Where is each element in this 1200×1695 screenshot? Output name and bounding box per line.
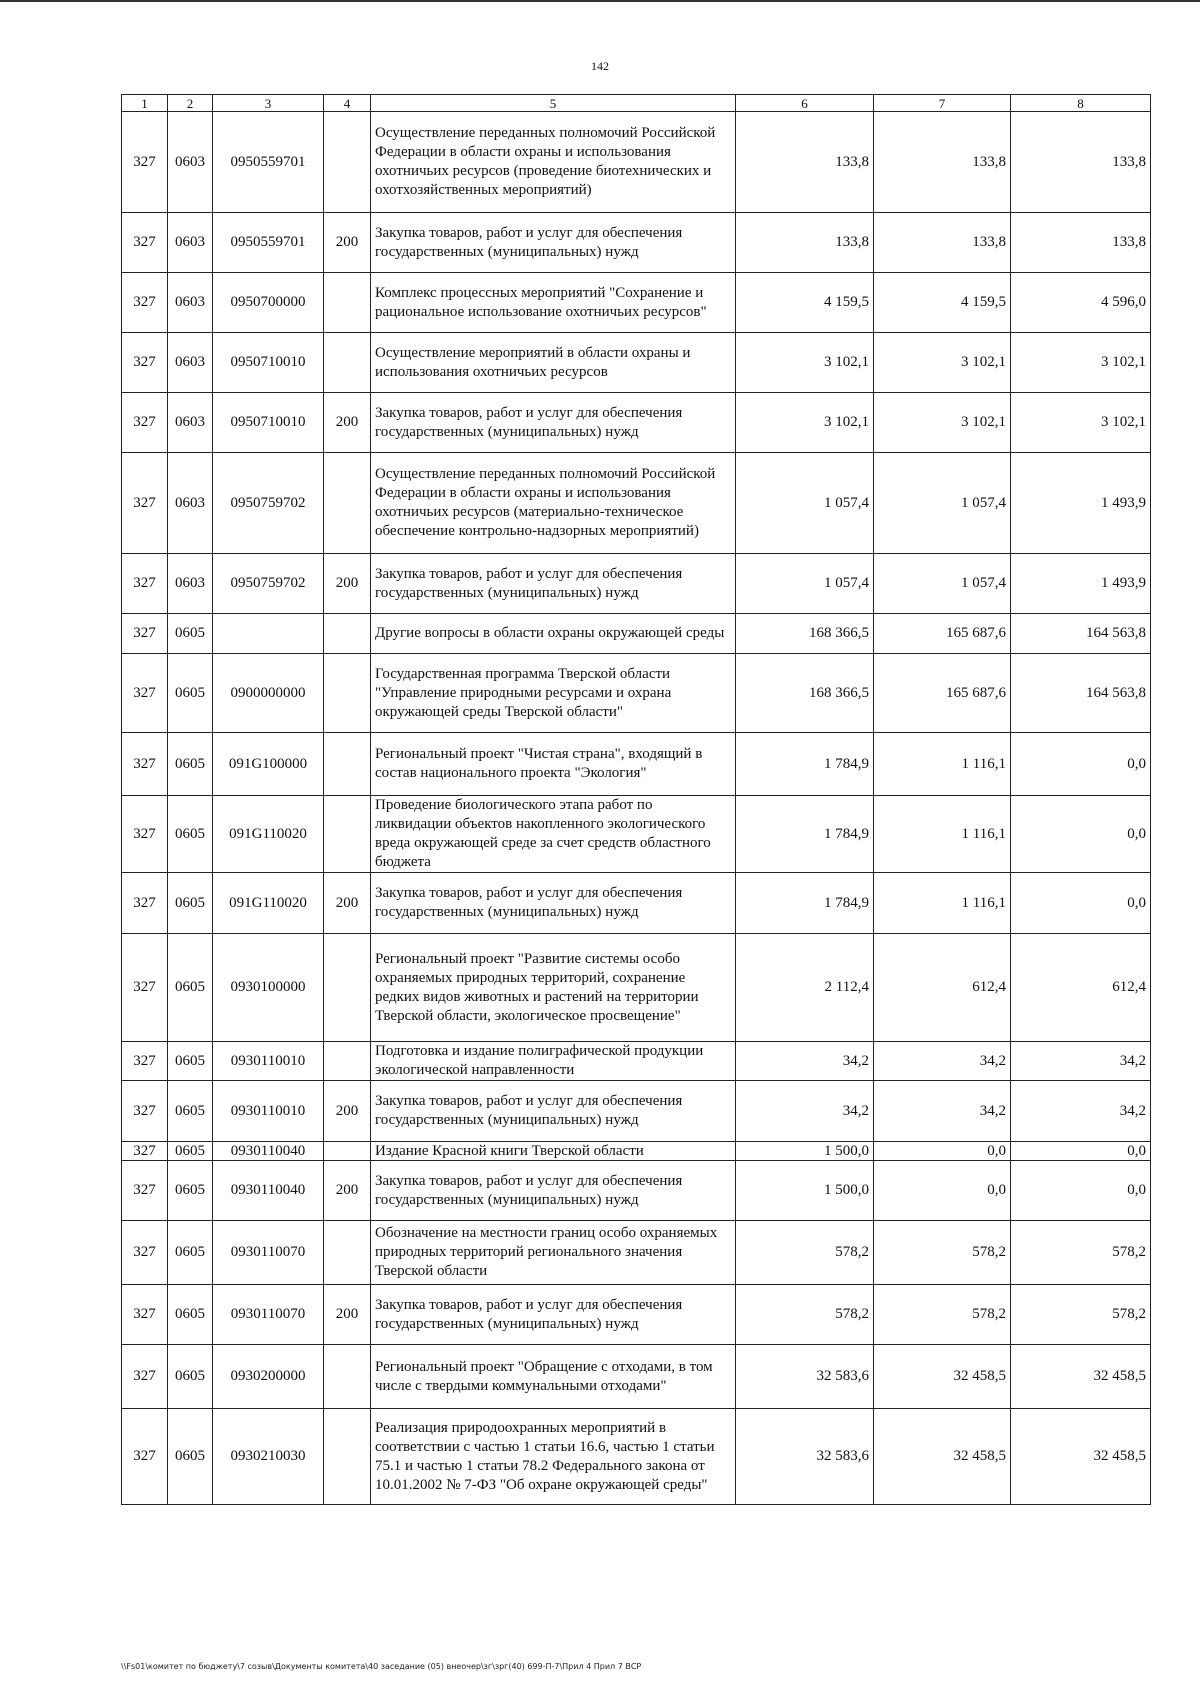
expense-type-cell (324, 1409, 371, 1505)
description-cell: Издание Красной книги Тверской области (371, 1142, 736, 1161)
admin-code-cell: 327 (122, 453, 168, 554)
table-row (122, 1345, 1151, 1409)
admin-code-cell: 327 (122, 112, 168, 213)
amount-year1-cell: 1 784,9 (736, 733, 874, 796)
target-code-cell: 0930100000 (213, 934, 324, 1042)
admin-code-cell: 327 (122, 614, 168, 654)
table-row (122, 453, 1151, 554)
target-code-cell: 0900000000 (213, 654, 324, 733)
table-row (122, 934, 1151, 1042)
target-code-cell: 0950710010 (213, 393, 324, 453)
amount-year2-cell: 165 687,6 (874, 614, 1011, 654)
description-cell: Закупка товаров, работ и услуг для обеспечения государственных (муниципальных) нужд (371, 1081, 736, 1142)
table-row (122, 393, 1151, 453)
expense-type-cell (324, 1345, 371, 1409)
section-code-cell: 0603 (168, 112, 213, 213)
amount-year3-cell: 4 596,0 (1011, 273, 1151, 333)
description-cell: Региональный проект "Развитие системы особо охраняемых природных территорий, сохранение редких видов животных и растений на территории Тверской области, экологическое просвещение" (371, 934, 736, 1042)
section-code-cell: 0605 (168, 1042, 213, 1081)
amount-year1-cell: 133,8 (736, 213, 874, 273)
target-code-cell: 0930210030 (213, 1409, 324, 1505)
page-top-border (0, 0, 1200, 2)
admin-code-cell: 327 (122, 733, 168, 796)
table-row (122, 796, 1151, 873)
amount-year3-cell: 34,2 (1011, 1042, 1151, 1081)
description-cell: Другие вопросы в области охраны окружающей среды (371, 614, 736, 654)
amount-year2-cell: 133,8 (874, 112, 1011, 213)
table-row (122, 733, 1151, 796)
amount-year1-cell: 1 500,0 (736, 1161, 874, 1221)
amount-year2-cell: 578,2 (874, 1285, 1011, 1345)
amount-year1-cell: 3 102,1 (736, 333, 874, 393)
target-code-cell: 0930110010 (213, 1081, 324, 1142)
expense-type-cell: 200 (324, 393, 371, 453)
admin-code-cell: 327 (122, 934, 168, 1042)
description-cell: Закупка товаров, работ и услуг для обеспечения государственных (муниципальных) нужд (371, 1161, 736, 1221)
section-code-cell: 0603 (168, 273, 213, 333)
section-code-cell: 0603 (168, 333, 213, 393)
amount-year2-cell: 34,2 (874, 1081, 1011, 1142)
admin-code-cell: 327 (122, 1142, 168, 1161)
admin-code-cell: 327 (122, 333, 168, 393)
expense-type-cell (324, 614, 371, 654)
amount-year1-cell: 1 784,9 (736, 796, 874, 873)
admin-code-cell: 327 (122, 554, 168, 614)
table-row (122, 873, 1151, 934)
description-cell: Подготовка и издание полиграфической продукции экологической направленности (371, 1042, 736, 1081)
amount-year2-cell: 3 102,1 (874, 393, 1011, 453)
description-cell: Проведение биологического этапа работ по ликвидации объектов накопленного экологического вреда окружающей среде за счет средств областного бюджета (371, 796, 736, 873)
section-code-cell: 0605 (168, 614, 213, 654)
amount-year1-cell: 1 500,0 (736, 1142, 874, 1161)
expense-type-cell: 200 (324, 1285, 371, 1345)
admin-code-cell: 327 (122, 213, 168, 273)
column-header: 7 (874, 95, 1011, 112)
table-row (122, 1081, 1151, 1142)
table-body (122, 112, 1151, 1505)
target-code-cell: 091G110020 (213, 796, 324, 873)
description-cell: Закупка товаров, работ и услуг для обеспечения государственных (муниципальных) нужд (371, 213, 736, 273)
section-code-cell: 0605 (168, 1221, 213, 1285)
table-header-row (122, 95, 1151, 112)
expense-type-cell: 200 (324, 213, 371, 273)
description-cell: Закупка товаров, работ и услуг для обеспечения государственных (муниципальных) нужд (371, 393, 736, 453)
column-header: 4 (324, 95, 371, 112)
description-cell: Закупка товаров, работ и услуг для обеспечения государственных (муниципальных) нужд (371, 554, 736, 614)
amount-year3-cell: 0,0 (1011, 873, 1151, 934)
expense-type-cell (324, 1042, 371, 1081)
target-code-cell: 0930110070 (213, 1221, 324, 1285)
section-code-cell: 0603 (168, 554, 213, 614)
table-row (122, 1285, 1151, 1345)
expense-type-cell (324, 273, 371, 333)
table-row (122, 1142, 1151, 1161)
admin-code-cell: 327 (122, 393, 168, 453)
amount-year3-cell: 164 563,8 (1011, 614, 1151, 654)
amount-year1-cell: 1 057,4 (736, 554, 874, 614)
amount-year1-cell: 1 057,4 (736, 453, 874, 554)
section-code-cell: 0605 (168, 1409, 213, 1505)
target-code-cell: 0930110010 (213, 1042, 324, 1081)
amount-year1-cell: 34,2 (736, 1042, 874, 1081)
description-cell: Комплекс процессных мероприятий "Сохранение и рациональное использование охотничьих ресурсов" (371, 273, 736, 333)
table-row (122, 554, 1151, 614)
description-cell: Осуществление переданных полномочий Российской Федерации в области охраны и использования охотничьих ресурсов (материально-техническое обеспечение контрольно-надзорных мероприятий) (371, 453, 736, 554)
amount-year3-cell: 578,2 (1011, 1285, 1151, 1345)
target-code-cell: 0950759702 (213, 554, 324, 614)
target-code-cell: 0950710010 (213, 333, 324, 393)
amount-year3-cell: 0,0 (1011, 1161, 1151, 1221)
amount-year3-cell: 3 102,1 (1011, 393, 1151, 453)
description-cell: Региональный проект "Чистая страна", входящий в состав национального проекта "Экология" (371, 733, 736, 796)
amount-year2-cell: 32 458,5 (874, 1409, 1011, 1505)
description-cell: Закупка товаров, работ и услуг для обеспечения государственных (муниципальных) нужд (371, 1285, 736, 1345)
amount-year2-cell: 1 057,4 (874, 554, 1011, 614)
section-code-cell: 0603 (168, 453, 213, 554)
expense-type-cell (324, 333, 371, 393)
section-code-cell: 0605 (168, 1081, 213, 1142)
amount-year3-cell: 164 563,8 (1011, 654, 1151, 733)
amount-year1-cell: 133,8 (736, 112, 874, 213)
budget-table (121, 94, 1151, 1505)
column-header: 8 (1011, 95, 1151, 112)
section-code-cell: 0605 (168, 873, 213, 934)
column-header: 2 (168, 95, 213, 112)
description-cell: Государственная программа Тверской области "Управление природными ресурсами и охрана окружающей среды Тверской области" (371, 654, 736, 733)
table-row (122, 273, 1151, 333)
table-row (122, 1042, 1151, 1081)
amount-year3-cell: 34,2 (1011, 1081, 1151, 1142)
description-cell: Региональный проект "Обращение с отходами, в том числе с твердыми коммунальными отходами" (371, 1345, 736, 1409)
admin-code-cell: 327 (122, 1409, 168, 1505)
amount-year3-cell: 1 493,9 (1011, 554, 1151, 614)
admin-code-cell: 327 (122, 1285, 168, 1345)
expense-type-cell (324, 733, 371, 796)
amount-year1-cell: 34,2 (736, 1081, 874, 1142)
amount-year3-cell: 578,2 (1011, 1221, 1151, 1285)
admin-code-cell: 327 (122, 1161, 168, 1221)
section-code-cell: 0605 (168, 796, 213, 873)
section-code-cell: 0605 (168, 934, 213, 1042)
description-cell: Осуществление переданных полномочий Российской Федерации в области охраны и использования охотничьих ресурсов (проведение биотехнических и охотхозяйственных мероприятий) (371, 112, 736, 213)
amount-year2-cell: 133,8 (874, 213, 1011, 273)
amount-year2-cell: 1 116,1 (874, 796, 1011, 873)
amount-year2-cell: 1 116,1 (874, 873, 1011, 934)
amount-year3-cell: 0,0 (1011, 796, 1151, 873)
section-code-cell: 0603 (168, 393, 213, 453)
table-row (122, 112, 1151, 213)
amount-year1-cell: 168 366,5 (736, 614, 874, 654)
admin-code-cell: 327 (122, 273, 168, 333)
amount-year2-cell: 0,0 (874, 1161, 1011, 1221)
target-code-cell: 0930110040 (213, 1161, 324, 1221)
section-code-cell: 0605 (168, 1285, 213, 1345)
admin-code-cell: 327 (122, 1221, 168, 1285)
amount-year3-cell: 1 493,9 (1011, 453, 1151, 554)
description-cell: Обозначение на местности границ особо охраняемых природных территорий регионального значения Тверской области (371, 1221, 736, 1285)
amount-year1-cell: 168 366,5 (736, 654, 874, 733)
amount-year3-cell: 32 458,5 (1011, 1409, 1151, 1505)
target-code-cell: 0950759702 (213, 453, 324, 554)
amount-year2-cell: 578,2 (874, 1221, 1011, 1285)
target-code-cell: 0930200000 (213, 1345, 324, 1409)
target-code-cell: 0950559701 (213, 112, 324, 213)
amount-year1-cell: 2 112,4 (736, 934, 874, 1042)
amount-year2-cell: 612,4 (874, 934, 1011, 1042)
amount-year2-cell: 32 458,5 (874, 1345, 1011, 1409)
amount-year3-cell: 133,8 (1011, 112, 1151, 213)
expense-type-cell: 200 (324, 1081, 371, 1142)
amount-year1-cell: 3 102,1 (736, 393, 874, 453)
table-row (122, 1221, 1151, 1285)
expense-type-cell (324, 654, 371, 733)
column-header: 6 (736, 95, 874, 112)
footer-file-path: \\Fs01\комитет по бюджету\7 созыв\Документы комитета\40 заседание (05) внеочер\зг\зрг(40) 699-П-7\Прил 4 Прил 7 ВСР (121, 1662, 642, 1671)
section-code-cell: 0605 (168, 1345, 213, 1409)
section-code-cell: 0605 (168, 1161, 213, 1221)
admin-code-cell: 327 (122, 796, 168, 873)
amount-year1-cell: 32 583,6 (736, 1345, 874, 1409)
amount-year1-cell: 578,2 (736, 1221, 874, 1285)
amount-year2-cell: 4 159,5 (874, 273, 1011, 333)
amount-year2-cell: 1 057,4 (874, 453, 1011, 554)
amount-year1-cell: 1 784,9 (736, 873, 874, 934)
table-row (122, 1409, 1151, 1505)
table-row (122, 654, 1151, 733)
section-code-cell: 0605 (168, 654, 213, 733)
admin-code-cell: 327 (122, 1345, 168, 1409)
amount-year1-cell: 32 583,6 (736, 1409, 874, 1505)
column-header: 1 (122, 95, 168, 112)
expense-type-cell (324, 112, 371, 213)
target-code-cell: 091G100000 (213, 733, 324, 796)
expense-type-cell (324, 1142, 371, 1161)
target-code-cell: 0930110070 (213, 1285, 324, 1345)
admin-code-cell: 327 (122, 1042, 168, 1081)
target-code-cell: 0930110040 (213, 1142, 324, 1161)
expense-type-cell (324, 453, 371, 554)
expense-type-cell: 200 (324, 873, 371, 934)
target-code-cell: 091G110020 (213, 873, 324, 934)
amount-year2-cell: 3 102,1 (874, 333, 1011, 393)
target-code-cell: 0950700000 (213, 273, 324, 333)
table-row (122, 333, 1151, 393)
expense-type-cell: 200 (324, 554, 371, 614)
column-header: 3 (213, 95, 324, 112)
admin-code-cell: 327 (122, 1081, 168, 1142)
description-cell: Закупка товаров, работ и услуг для обеспечения государственных (муниципальных) нужд (371, 873, 736, 934)
expense-type-cell (324, 796, 371, 873)
admin-code-cell: 327 (122, 873, 168, 934)
amount-year1-cell: 578,2 (736, 1285, 874, 1345)
amount-year2-cell: 1 116,1 (874, 733, 1011, 796)
table-row (122, 1161, 1151, 1221)
admin-code-cell: 327 (122, 654, 168, 733)
amount-year2-cell: 0,0 (874, 1142, 1011, 1161)
column-header: 5 (371, 95, 736, 112)
description-cell: Реализация природоохранных мероприятий в соответствии с частью 1 статьи 16.6, частью 1 статьи 75.1 и частью 1 статьи 78.2 Федерального закона от 10.01.2002 № 7-ФЗ "Об охране окружающей среды" (371, 1409, 736, 1505)
page-number: 142 (591, 59, 609, 73)
table-row (122, 213, 1151, 273)
amount-year1-cell: 4 159,5 (736, 273, 874, 333)
section-code-cell: 0605 (168, 733, 213, 796)
amount-year3-cell: 0,0 (1011, 1142, 1151, 1161)
amount-year2-cell: 165 687,6 (874, 654, 1011, 733)
amount-year3-cell: 32 458,5 (1011, 1345, 1151, 1409)
expense-type-cell (324, 1221, 371, 1285)
section-code-cell: 0603 (168, 213, 213, 273)
amount-year3-cell: 612,4 (1011, 934, 1151, 1042)
expense-type-cell (324, 934, 371, 1042)
amount-year3-cell: 133,8 (1011, 213, 1151, 273)
description-cell: Осуществление мероприятий в области охраны и использования охотничьих ресурсов (371, 333, 736, 393)
section-code-cell: 0605 (168, 1142, 213, 1161)
amount-year3-cell: 3 102,1 (1011, 333, 1151, 393)
target-code-cell: 0950559701 (213, 213, 324, 273)
table-row (122, 614, 1151, 654)
amount-year3-cell: 0,0 (1011, 733, 1151, 796)
target-code-cell (213, 614, 324, 654)
expense-type-cell: 200 (324, 1161, 371, 1221)
amount-year2-cell: 34,2 (874, 1042, 1011, 1081)
